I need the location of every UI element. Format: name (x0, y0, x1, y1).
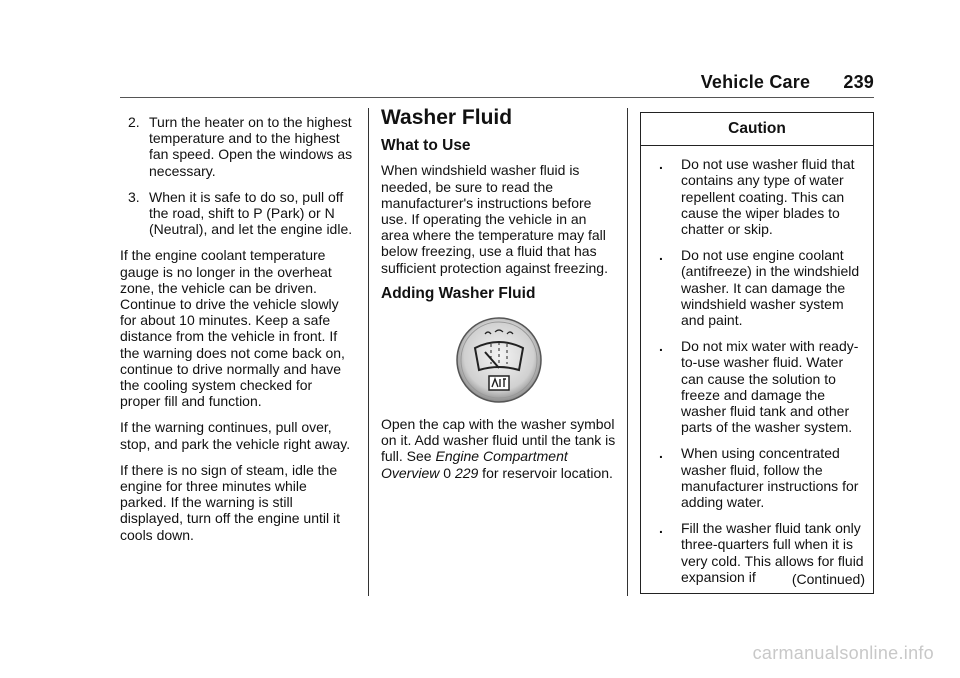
step-item (120, 114, 356, 179)
step-text: When it is safe to do so, pull off the road, shift to P (Park) or N (Neutral), and let the engine idle. (149, 188, 353, 238)
body-paragraph: If the warning continues, pull over, stop, and park the vehicle right away. (120, 419, 351, 452)
caution-item-text: Do not use engine coolant (antifreeze) in the windshield washer. It can damage the windshield washer system and paint. (681, 247, 860, 329)
adding-text-before: Open the cap with the washer symbol on it. Add washer fluid until the tank is full. See (381, 416, 616, 465)
what-to-use-text: When windshield washer fluid is needed, be sure to read the manufacturer's instructions before use. If operating the vehicle in an area where the temperature may fall below freezing, use a fluid that has sufficient protection against freezing. (381, 162, 608, 276)
bullet: . (659, 247, 663, 264)
caution-title: Caution (641, 113, 873, 146)
windshield-washer-symbol-icon (455, 316, 543, 404)
column-middle (381, 106, 617, 491)
caution-item (641, 338, 865, 435)
step-item (120, 189, 356, 238)
caution-box (640, 112, 874, 594)
reference-page[interactable]: 229 (454, 464, 479, 481)
bullet: . (659, 338, 663, 355)
section-heading: Washer Fluid (381, 106, 513, 129)
step-number: 2. (128, 114, 140, 130)
column-left (120, 114, 356, 553)
caution-item (641, 445, 865, 510)
body-paragraph: If the engine coolant temperature gauge is no longer in the overheat zone, the vehicle can be driven. Continue to drive the vehicle slowly for about 10 minutes. Keep a safe distance from the vehicle in front. If the warning does not come back on, continue to drive normally and have the cooling system checked for proper fill and function. (120, 247, 345, 410)
step-text: Turn the heater on to the highest temperature and to the highest fan speed. Open the windows as necessary. (149, 114, 353, 179)
section-title: Vehicle Care (700, 72, 811, 92)
caution-item-text: Fill the washer fluid tank only three-quarters full when it is very cold. This allows for fluid expansion if (681, 520, 864, 585)
bullet: . (659, 156, 663, 173)
caution-list (641, 156, 873, 585)
page-number: 239 (843, 72, 874, 92)
reference-symbol: 0 (443, 464, 452, 481)
adding-text-after: for reservoir location. (478, 464, 613, 481)
caution-item-text: Do not mix water with ready-to-use washer fluid. Water can cause the solution to freeze and damage the washer fluid tank and other parts of the washer system. (681, 338, 859, 436)
continued-label: (Continued) (791, 570, 865, 587)
caution-item-text: When using concentrated washer fluid, follow the manufacturer instructions for adding water. (681, 445, 859, 511)
subheading-what-to-use: What to Use (381, 137, 471, 155)
bullet: . (659, 445, 663, 462)
adding-washer-fluid-text (381, 416, 617, 481)
watermark: carmanualsonline.info (752, 643, 934, 663)
caution-item-text: Do not use washer fluid that contains any type of water repellent coating. This can cause the wiper blades to chatter or skip. (681, 156, 855, 238)
header-rule (120, 97, 874, 98)
body-paragraph: If there is no sign of steam, idle the engine for three minutes while parked. If the warning is still displayed, turn off the engine until it cools down. (120, 461, 341, 543)
page-header (701, 72, 874, 93)
caution-item (641, 156, 865, 237)
step-number: 3. (128, 188, 140, 205)
caution-item (641, 247, 865, 328)
column-divider-right (627, 108, 628, 596)
engine-compartment-link[interactable]: Engine Compartment Overview (381, 448, 568, 481)
column-divider-left (368, 108, 369, 596)
subheading-adding-washer-fluid: Adding Washer Fluid (381, 284, 536, 302)
bullet: . (659, 520, 663, 537)
